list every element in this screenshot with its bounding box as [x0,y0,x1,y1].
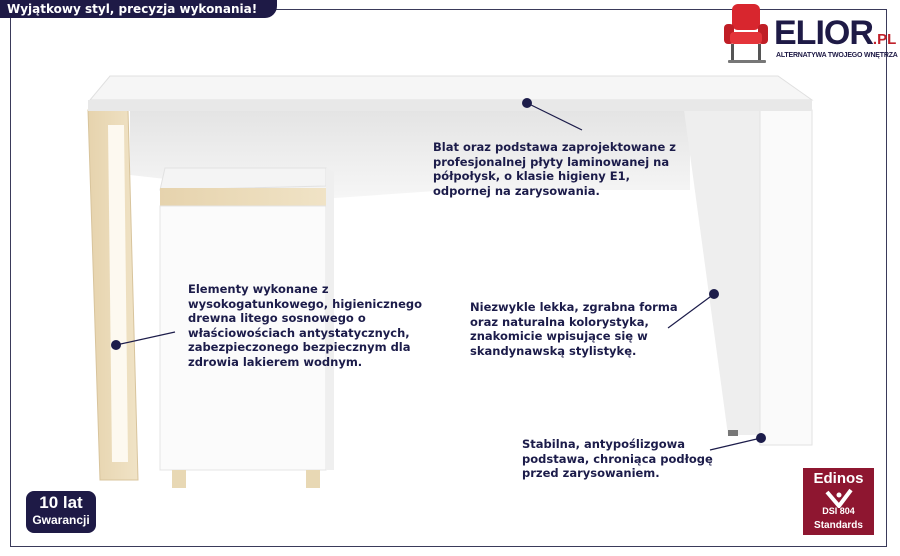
callout-dot-middle [709,289,719,299]
connector-bottom [710,438,761,450]
checkmark-icon [825,488,853,508]
callout-middle-line: Niezwykle lekka, zgrabna forma [470,300,678,314]
callout-middle-line: skandynawską stylistykę. [470,343,637,358]
armchair-icon [722,2,770,66]
callout-left-line: zdrowia lakierem wodnym. [188,354,363,369]
desk-right-leg-side [760,110,812,445]
cabinet-top [160,168,326,190]
badge-code: DSI 804 [822,506,855,516]
callout-left-line: wysokogatunkowego, higienicznego [188,296,422,311]
warranty-badge [26,491,96,533]
warranty-years: 10 lat [39,493,83,512]
badge-name: Edinos [813,470,864,487]
badge-standard: Standards [814,520,863,531]
callout-top [433,140,676,198]
callout-bottom-line: przed zarysowaniem. [522,466,660,480]
callout-top-line: odpornej na zarysowania. [433,183,600,198]
callout-top-line: Blat oraz podstawa zaprojektowane z [433,140,676,154]
logo-wordmark: ELIOR.PL [774,14,897,52]
callout-left-line: zabezpieczonego bezpiecznym dla [188,340,411,354]
cabinet-foot-left [172,470,186,488]
callout-left-line: drewna litego sosnowego o [188,311,366,325]
callout-top-line: półpołysk, o klasie higieny E1, [433,169,631,183]
callout-middle-line: znakomicie wpisujące się w [470,329,648,343]
callout-left [188,282,422,369]
callout-bottom-line: Stabilna, antypoślizgowa [522,437,685,451]
callout-left-line: Elementy wykonane z [188,282,329,296]
logo-tld: .PL [872,31,897,48]
certification-badge [803,468,874,535]
desk-top-edge [88,100,812,111]
callout-dot-top [522,98,532,108]
desk-top [90,76,812,100]
logo-tagline: ALTERNATYWA TWOJEGO WNĘTRZA [776,52,898,59]
callout-bottom [522,437,713,481]
header-banner: Wyjątkowy styl, precyzja wykonania! [0,0,277,18]
cabinet-pine-strip [160,188,326,206]
callout-dot-bottom [756,433,766,443]
elior-logo[interactable] [718,2,898,68]
callout-top-line: profesjonalnej płyty laminowanej na [433,154,670,169]
desk-right-leg [684,110,760,435]
callout-bottom-line: podstawa, chroniąca podłogę [522,451,713,466]
cabinet-foot-right [306,470,320,488]
callout-left-line: właściowościach antystatycznych, [188,325,410,340]
callout-middle-line: oraz naturalna kolorystyka, [470,314,649,329]
callout-middle [470,300,678,358]
warranty-label: Gwarancji [32,513,90,527]
desk-foot-right [728,430,738,436]
callout-dot-left [111,340,121,350]
